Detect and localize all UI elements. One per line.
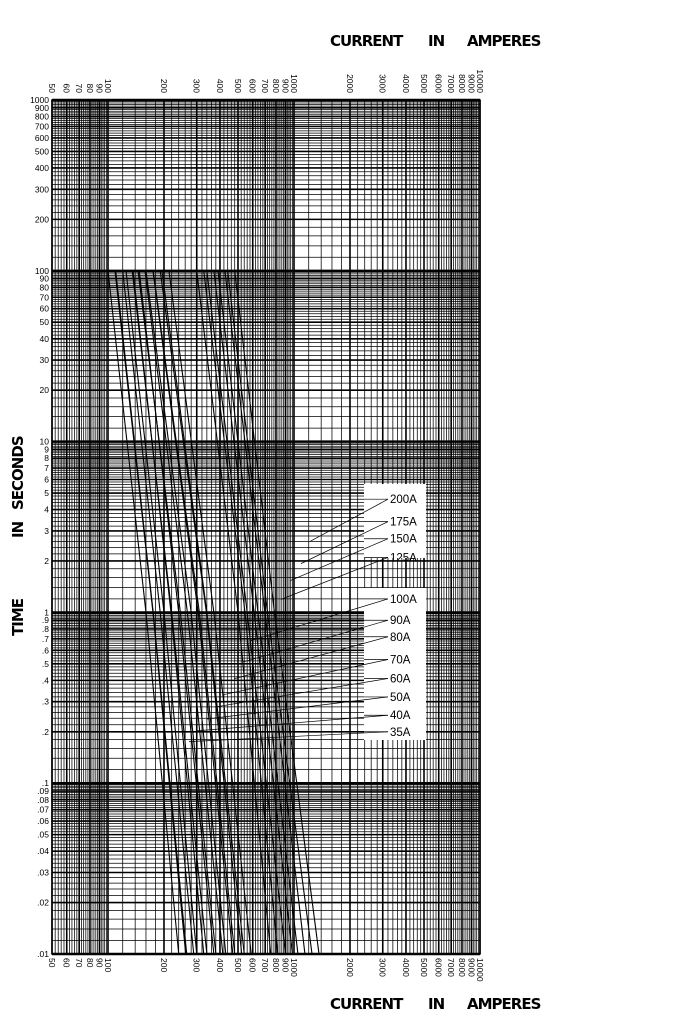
y-tick-label: 50: [39, 317, 49, 328]
x-tick-label: 2000: [344, 958, 355, 977]
y-tick-label: 8: [44, 453, 49, 464]
y-tick-label: 1000: [30, 95, 49, 105]
x-tick-label: 80: [84, 83, 95, 93]
y-axis-title-word-3: SECONDS: [9, 436, 27, 510]
x-tick-label: 9000: [466, 958, 477, 977]
series-label-90A: 90A: [390, 615, 411, 628]
y-tick-label: 300: [34, 184, 49, 195]
y-tick-label: .09: [37, 786, 49, 797]
y-tick-label: 9: [44, 444, 49, 455]
y-tick-label: 6: [44, 474, 49, 485]
x-tick-label: 80: [84, 958, 95, 968]
x-tick-label: 60: [61, 83, 72, 93]
x-tick-label: 300: [191, 958, 202, 973]
x-tick-label: 200: [158, 78, 169, 93]
series-label-175A: 175A: [390, 516, 417, 529]
x-tick-label: 9000: [466, 74, 477, 93]
x-tick-label: 4000: [400, 958, 411, 977]
x-tick-label: 400: [214, 958, 225, 973]
y-tick-label: .02: [37, 897, 49, 908]
y-tick-label: 90: [39, 273, 49, 284]
x-tick-label: 5000: [419, 74, 430, 93]
y-tick-label: .8: [41, 623, 49, 634]
x-tick-label: 70: [74, 958, 85, 968]
y-tick-label: 700: [34, 121, 49, 132]
y-tick-label: 3: [44, 525, 49, 536]
x-tick-label: 6000: [433, 74, 444, 93]
y-tick-label: .06: [37, 816, 49, 827]
x-tick-label: 2000: [344, 74, 355, 93]
y-tick-label: 60: [39, 303, 49, 314]
x-tick-label: 5000: [419, 958, 430, 977]
series-label-60A: 60A: [390, 673, 411, 686]
series-label-100A: 100A: [390, 593, 417, 606]
series-label-125A: 125A: [390, 552, 417, 565]
x-tick-label: 8000: [456, 958, 467, 977]
y-tick-label: .6: [41, 645, 49, 656]
x-tick-label: 800: [270, 958, 281, 973]
y-tick-label: 200: [34, 214, 49, 225]
x-tick-label: 500: [233, 958, 244, 973]
x-tick-label: 900: [280, 958, 291, 973]
y-tick-label: 1: [44, 607, 49, 618]
series-label-50A: 50A: [390, 691, 411, 704]
y-tick-label: .5: [41, 658, 49, 669]
y-tick-label: 600: [34, 132, 49, 143]
y-tick-label: 900: [34, 102, 49, 113]
x-axis-title-bottom-word-2: IN: [428, 995, 445, 1013]
series-label-80A: 80A: [390, 631, 411, 644]
y-tick-label: .05: [37, 829, 49, 840]
y-tick-label: .04: [37, 846, 49, 857]
x-tick-label: 3000: [377, 74, 388, 93]
y-tick-label: 7: [44, 463, 49, 474]
y-tick-label: 2: [44, 555, 49, 566]
y-axis-title-word-2: IN: [9, 521, 27, 538]
y-tick-label: .3: [41, 696, 49, 707]
x-axis-title-bottom-word-3: AMPERES: [467, 995, 541, 1013]
y-tick-label: 4: [44, 504, 49, 515]
leader-line-50A: [207, 697, 388, 719]
x-tick-label: 10000: [475, 69, 485, 93]
x-tick-label: 700: [260, 78, 271, 93]
x-tick-label: 1000: [288, 958, 299, 977]
x-tick-label: 50: [47, 958, 57, 968]
y-tick-label: .9: [41, 615, 49, 626]
x-tick-label: 500: [233, 78, 244, 93]
x-tick-label: 1000: [288, 74, 299, 93]
y-tick-label: .4: [41, 675, 49, 686]
y-tick-label: 100: [34, 265, 49, 276]
y-tick-label: 10: [39, 436, 49, 447]
y-tick-label: 70: [39, 292, 49, 303]
x-tick-label: 60: [61, 958, 72, 968]
y-tick-label: 40: [39, 333, 49, 344]
y-tick-label: 500: [34, 146, 49, 157]
x-tick-label: 600: [247, 958, 258, 973]
x-tick-label: 7000: [446, 74, 457, 93]
y-tick-label: 80: [39, 282, 49, 293]
x-axis-title-word-2: IN: [428, 32, 445, 50]
x-tick-label: 900: [280, 78, 291, 93]
x-tick-label: 700: [260, 958, 271, 973]
series-label-200A: 200A: [390, 494, 417, 507]
series-label-150A: 150A: [390, 533, 417, 546]
x-tick-label: 10000: [475, 958, 485, 982]
x-tick-label: 7000: [446, 958, 457, 977]
x-tick-label: 90: [94, 958, 105, 968]
x-tick-label: 8000: [456, 74, 467, 93]
y-tick-label: .01: [37, 949, 49, 959]
y-axis-title-word-1: TIME: [9, 599, 27, 636]
series-label-40A: 40A: [390, 710, 411, 723]
x-tick-label: 70: [74, 83, 85, 93]
y-tick-labels: [30, 95, 49, 959]
x-tick-label: 100: [102, 78, 113, 93]
y-tick-label: 30: [39, 355, 49, 366]
x-tick-labels-top: [47, 69, 485, 93]
x-tick-label: 300: [191, 78, 202, 93]
x-axis-title-word-1: CURRENT: [330, 32, 403, 50]
x-tick-label: 50: [47, 83, 57, 93]
x-tick-labels-bottom: [47, 958, 485, 982]
y-tick-label: 400: [34, 162, 49, 173]
y-tick-label: .08: [37, 794, 49, 805]
x-tick-label: 800: [270, 78, 281, 93]
y-tick-label: .2: [41, 726, 49, 737]
x-tick-label: 6000: [433, 958, 444, 977]
y-tick-label: .7: [41, 633, 49, 644]
x-tick-label: 600: [247, 78, 258, 93]
series-label-35A: 35A: [390, 726, 411, 739]
y-tick-label: 5: [44, 488, 49, 499]
y-tick-label: 800: [34, 111, 49, 122]
x-tick-label: 4000: [400, 74, 411, 93]
x-tick-label: 400: [214, 78, 225, 93]
x-tick-label: 3000: [377, 958, 388, 977]
y-tick-label: 20: [39, 385, 49, 396]
x-tick-label: 200: [158, 958, 169, 973]
x-tick-label: 90: [94, 83, 105, 93]
series-label-70A: 70A: [390, 654, 411, 667]
y-tick-label: .1: [41, 778, 49, 789]
x-axis-title-word-3: AMPERES: [467, 32, 541, 50]
y-tick-label: .07: [37, 804, 49, 815]
y-tick-label: .03: [37, 867, 49, 878]
x-axis-title-bottom-word-1: CURRENT: [330, 995, 403, 1013]
x-tick-label: 100: [102, 958, 113, 973]
